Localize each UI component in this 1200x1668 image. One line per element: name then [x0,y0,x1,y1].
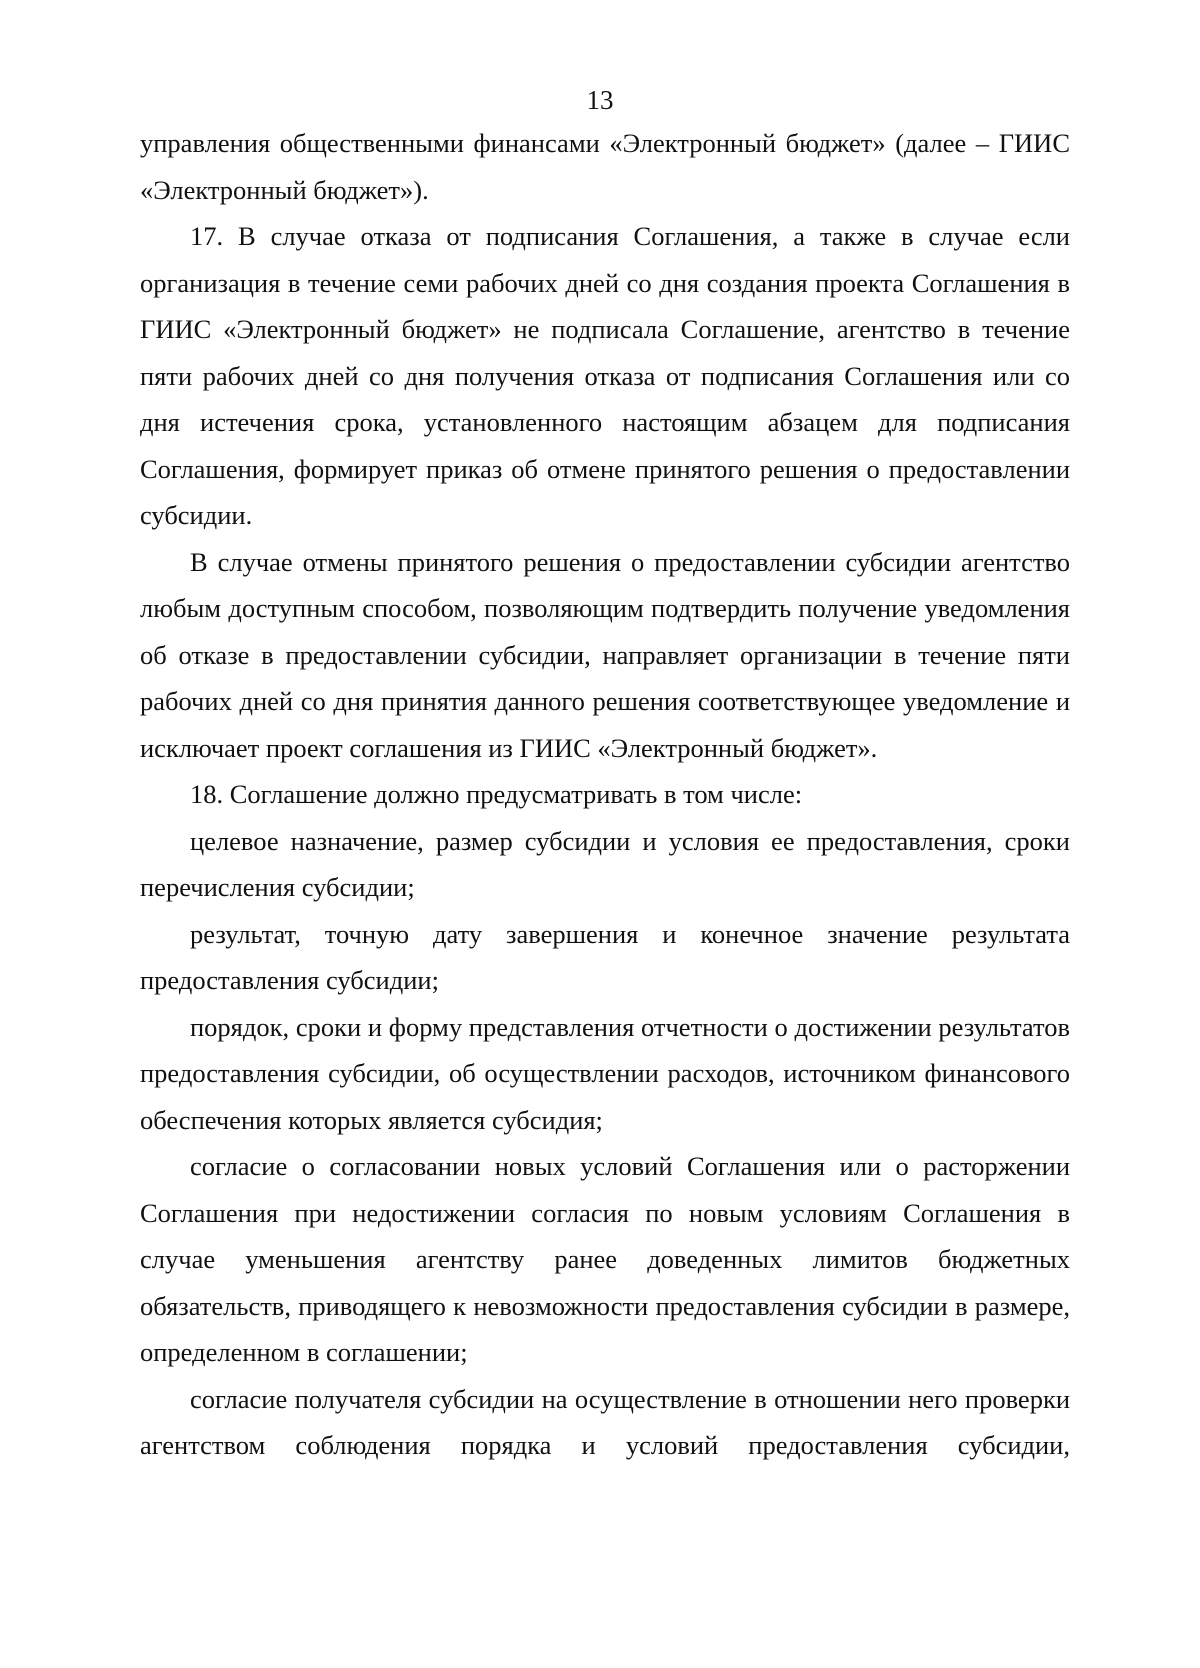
list-item-consent-inspection: согласие получателя субсидии на осуществление в отношении него проверки агентством соблюдения порядка и условий предоставления субсидии, [140,1383,1070,1460]
paragraph-continuation: управления общественными финансами «Электронный бюджет» (далее – ГИИС «Электронный бюджет»). [140,128,1070,205]
list-item-purpose: целевое назначение, размер субсидии и условия ее предоставления, сроки перечисления субсидии; [140,825,1070,902]
list-item-result: результат, точную дату завершения и конечное значение результата предоставления субсидии; [140,918,1070,995]
paragraph-17: 17. В случае отказа от подписания Соглашения, а также в случае если организация в течение семи рабочих дней со дня создания проекта Соглашения в ГИИС «Электронный бюджет» не подписала Соглашение, агентство в течение пяти рабочих дней со дня получения отказа от подписания Соглашения или со дня истечения срока, установленного настоящим абзацем для подписания Соглашения, формирует приказ об отмене принятого решения о предоставлении субсидии. [140,221,1070,530]
list-item-consent-new-terms: согласие о согласовании новых условий Соглашения или о расторжении Соглашения при недостижении согласия по новым условиям Соглашения в случае уменьшения агентству ранее доведенных лимитов бюджетных обязательств, приводящего к невозможности предоставления субсидии в размере, определенном в соглашении; [140,1151,1070,1367]
document-body [140,120,1070,1469]
paragraph-18: 18. Соглашение должно предусматривать в том числе: [190,779,803,809]
list-item-reporting: порядок, сроки и форму представления отчетности о достижении результатов предоставления субсидии, об осуществлении расходов, источником финансового обеспечения которых является субсидия; [140,1011,1070,1135]
paragraph-cancellation: В случае отмены принятого решения о предоставлении субсидии агентство любым доступным способом, позволяющим подтвердить получение уведомления об отказе в предоставлении субсидии, направляет организации в течение пяти рабочих дней со дня принятия данного решения соответствующее уведомление и исключает проект соглашения из ГИИС «Электронный бюджет». [140,546,1070,763]
page-number: 13 [586,85,614,115]
